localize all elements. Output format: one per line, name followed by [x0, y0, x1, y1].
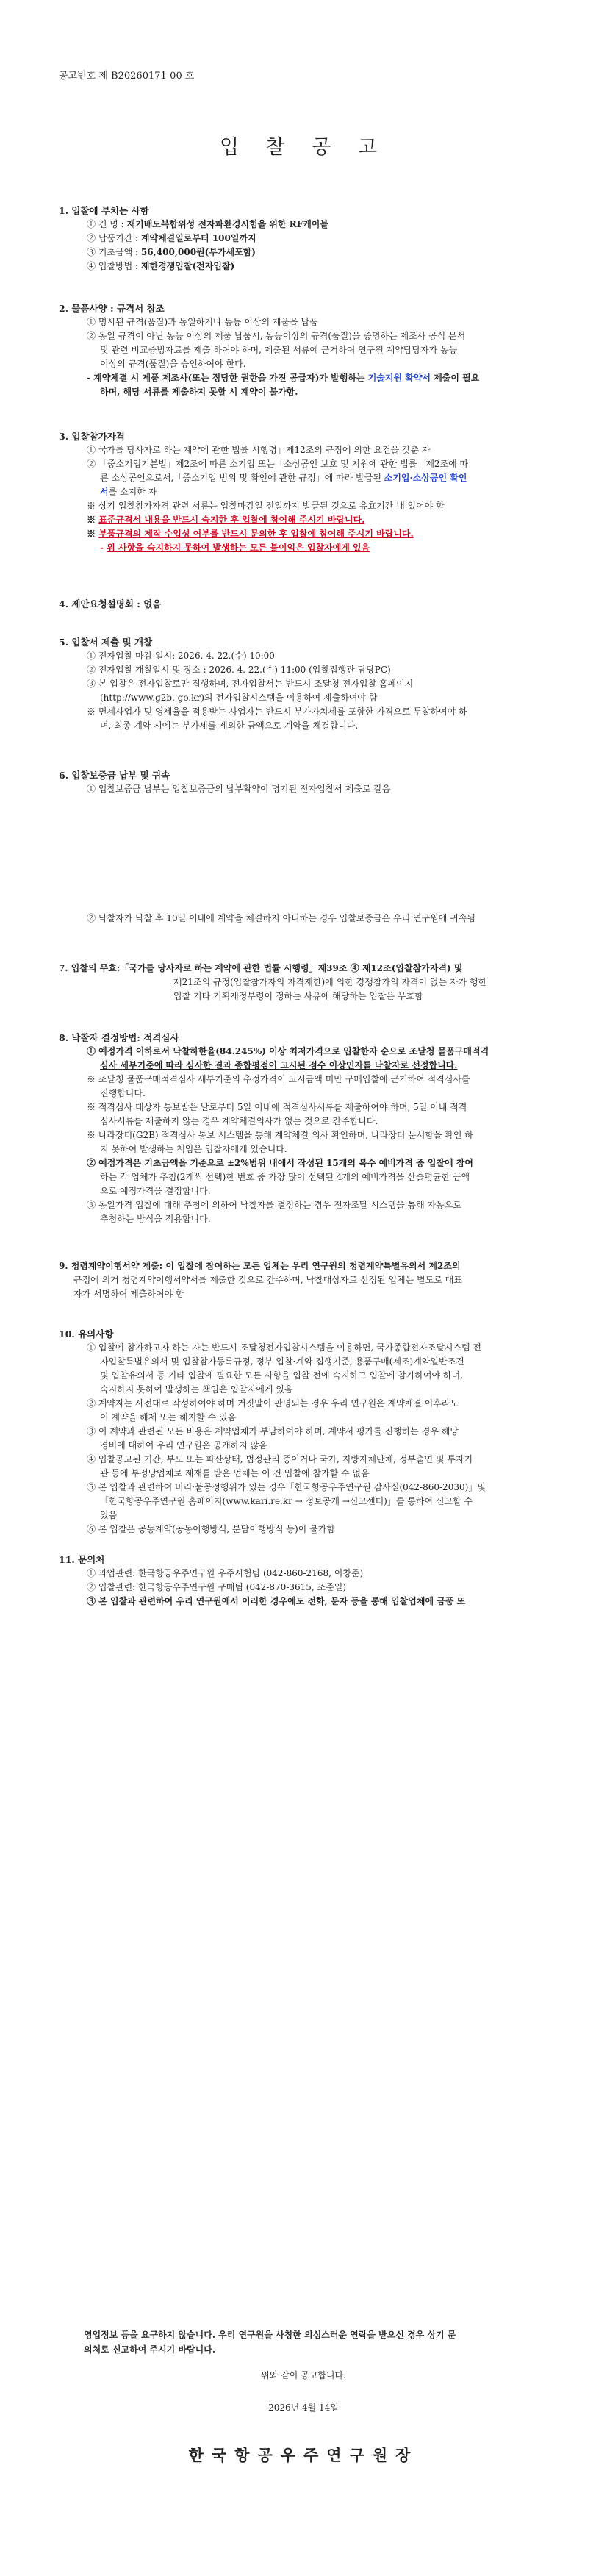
organization-name: 한국항공우주연구원장 [188, 2446, 419, 2464]
s5-line: ① 전자입찰 마감 일시: 2026. 4. 22.(수) 10:00 [87, 651, 275, 661]
s8-line: 심사서류를 제출하지 않는 경우 계약체결의사가 없는 것으로 간주합니다. [100, 1116, 378, 1126]
s10-line: ④ 입찰공고된 기간, 부도 또는 파산상태, 법정관리 중이거나 국가, 지방자체단체, 정부출연 및 투자기 [87, 1454, 473, 1464]
s8-line: 지 못하여 발생하는 책임은 입찰자에게 있습니다. [100, 1144, 287, 1154]
s10-line: 「한국항공우주연구원 홈페이지(www.kari.re.kr → 정보공개 →신고센터)」를 통하여 신고할 수 [100, 1496, 473, 1506]
s1-item-4: ④ 입찰방법 : 제한경쟁입찰(전자입찰) [87, 261, 235, 271]
s8-line: ② 예정가격은 기초금액을 기준으로 ±2%범위 내에서 작성된 15개의 복수 예비가격 중 입찰에 참여 [87, 1158, 473, 1168]
notice-number: 공고번호 제 B20260171-00 호 [59, 71, 195, 82]
s10-line: 자입찰특별유의서 및 입찰참가등록규정, 정부 입찰·계약 집행기준, 용품구매(제조)계약일반조건 [100, 1356, 464, 1367]
page-title: 입 찰 공 고 [219, 136, 388, 159]
s8-line: 추첨하는 방식을 적용합니다. [100, 1214, 211, 1224]
s8-line: 심사 세부기준에 따라 심사한 결과 종합평점이 고시된 점수 이상인자를 낙찰자로 선정합니다. [100, 1060, 458, 1070]
section-7 [59, 962, 544, 1003]
s3-line: ※ 부품규격의 제작 수입성 여부를 반드시 문의한 후 입찰에 참여해 주시기 바랍니다. [87, 529, 414, 539]
s10-line: 및 입찰유의서 등 기타 입찰에 필요한 모든 사항을 입찰 전에 숙지하고 입찰에 참가하여야 하며, [100, 1370, 463, 1381]
s5-line: ※ 면세사업자 및 영세율을 적용받는 사업자는 반드시 부가가치세를 포함한 가격으로 투찰하여야 하 [87, 706, 467, 717]
section-3 [59, 429, 544, 555]
s5-line: ② 전자입찰 개찰일시 및 장소 : 2026. 4. 22.(수) 11:00 (입찰집행관 담당PC) [87, 665, 391, 675]
s11-line: ① 과업관련: 한국항공우주연구원 우주시험팀 (042-860-2168, 이창준) [87, 1568, 364, 1578]
s7-line: 입찰 기타 기획재정부령이 정하는 사유에 해당하는 입찰은 무효함 [173, 991, 423, 1001]
section-11 [59, 1553, 544, 1609]
s11-line: ③ 본 입찰과 관련하여 우리 연구원에서 이러한 경우에도 전화, 문자 등을 통해 입찰업체에 금품 또 [87, 1596, 466, 1606]
s8-line: ① 예정가격 이하로서 낙찰하한율(84.245%) 이상 최저가격으로 입찰한자 순으로 조달청 물품구매적격 [87, 1046, 489, 1056]
s10-line: ⑥ 본 입찰은 공동계약(공동이행방식, 분담이행방식 등)이 불가함 [87, 1524, 335, 1534]
s9-line: 9. 청렴계약이행서약 제출: 이 입찰에 참여하는 모든 업체는 우리 연구원의 청렴계약특별유의서 제2조의 [59, 1261, 461, 1271]
section-10-heading: 10. 유의사항 [59, 1328, 114, 1339]
s10-line: ① 입찰에 참가하고자 하는 자는 반드시 조달청전자입찰시스템을 이용하면, 국가종합전자조달시스템 전 [87, 1342, 482, 1353]
section-9 [59, 1259, 544, 1301]
s2-line: 이상의 규격(품질)을 승인하여야 한다. [100, 359, 246, 369]
s3-line: ① 국가를 당사자로 하는 계약에 관한 법률 시행령」제12조의 규정에 의한 요건을 갖춘 자 [87, 445, 431, 455]
s8-line: ※ 적격심사 대상자 통보받은 날로부터 5일 이내에 적격심사서류를 제출하여야 하며, 5일 이내 적격 [87, 1102, 467, 1112]
s10-line: 있음 [100, 1510, 118, 1520]
s10-line: 경비에 대하여 우리 연구원은 공개하지 않음 [100, 1440, 267, 1450]
section-11-heading: 11. 문의처 [59, 1554, 105, 1565]
s2-line: ① 명시된 규격(품질)과 동일하거나 동등 이상의 제품을 납품 [87, 317, 318, 327]
section-8 [59, 1031, 544, 1226]
s3-line: ※ 상기 입찰참가자격 관련 서류는 입찰마감일 전일까지 발급된 것으로 유효기간 내 있어야 함 [87, 501, 445, 511]
section-2-heading: 2. 물품사양 : 규격서 참조 [59, 303, 165, 314]
s8-line: ※ 조달청 물품구매적격심사 세부기준의 추정가격이 고시금액 미만 구매입찰에 근거하여 적격심사를 [87, 1074, 470, 1084]
section-6 [59, 768, 544, 796]
section-1-heading: 1. 입찰에 부치는 사항 [59, 205, 149, 216]
s3-line: 서를 소지한 자 [100, 487, 157, 497]
section-5-heading: 5. 입찰서 제출 및 개찰 [59, 637, 153, 648]
s3-line: ※ 표준규격서 내용을 반드시 숙지한 후 입찰에 참여해 주시기 바랍니다. [87, 515, 365, 525]
section-1 [59, 204, 544, 273]
section-4-heading: 4. 제안요청설명회 : 없음 [59, 598, 162, 609]
s8-line: 진행합니다. [100, 1088, 146, 1098]
s1-item-3: ③ 기초금액 : 56,400,000원(부가세포함) [87, 247, 256, 257]
s10-line: ② 계약자는 사전대로 작성하여야 하며 거짓말이 판명되는 경우 우리 연구원은 계약체결 이후라도 [87, 1398, 459, 1409]
s2-line: - 계약체결 시 제품 제조사(또는 정당한 권한을 가진 공급자)가 발행하는 기술지원 확약서 제출이 필요 [87, 373, 480, 383]
s10-line: 이 계약을 해제 또는 해지할 수 있음 [100, 1412, 237, 1423]
s7-line: 7. 입찰의 무효:「국가를 당사자로 하는 계약에 관한 법률 시행령」제39조 ④ 제12조(입찰참가자격) 및 [59, 963, 463, 973]
s2-line: 하며, 해당 서류를 제출하지 못할 시 계약이 불가함. [100, 387, 298, 397]
s9-line: 자가 서명하여 제출하여야 함 [73, 1289, 184, 1299]
section-4 [59, 597, 544, 611]
s5-line: (http://www.g2b. go.kr)의 전자입찰시스템을 이용하여 제출하여야 함 [100, 693, 378, 703]
s2-line: 및 관련 비교증빙자료를 제출 하여야 하며, 제출된 서류에 근거하여 연구원 계약담당자가 동등 [100, 345, 458, 355]
section-8-heading: 8. 낙찰자 결정방법: 적격심사 [59, 1032, 179, 1043]
s8-line: ③ 동일가격 입찰에 대해 추첨에 의하여 낙찰자를 결정하는 경우 전자조달 시스템을 통해 자동으로 [87, 1200, 461, 1210]
s6-line: ① 입찰보증금 납부는 입찰보증금의 납부확약이 명기된 전자입찰서 제출로 갈음 [87, 784, 391, 794]
issue-date: 2026년 4월 14일 [268, 2403, 339, 2413]
s8-line: ※ 나라장터(G2B) 적격심사 통보 시스템을 통해 계약체결 의사 확인하며, 나라장터 문서함을 확인 하 [87, 1130, 473, 1140]
s1-item-1: ① 건 명 : 재기배도복합위성 전자파환경시험을 위한 RF케이블 [87, 219, 328, 229]
section-2 [59, 301, 544, 399]
closing-text: 위와 같이 공고합니다. [261, 2370, 346, 2380]
footer-note: 영업정보 등을 요구하지 않습니다. 우리 연구원을 사칭한 의심스러운 연락을 받으신 경우 상기 문 의처로 신고하여 주시기 바랍니다. [84, 2330, 456, 2355]
section-5 [59, 635, 544, 733]
s3-line: - 위 사항을 숙지하지 못하여 발생하는 모든 불이익은 입찰자에게 있음 [100, 543, 370, 553]
s1-item-2: ② 납품기간 : 계약체결일로부터 100일까지 [87, 233, 256, 243]
s7-line: 제21조의 규정(입찰참가자의 자격제한)에 의한 경쟁참가의 자격이 없는 자가 행한 [173, 977, 487, 987]
s10-line: ⑤ 본 입찰과 관련하여 비리·불공정행위가 있는 경우「한국항공우주연구원 감사실(042-860-2030)」및 [87, 1482, 486, 1492]
section-10 [59, 1327, 544, 1536]
s3-line: 른 소상공인으로서,「중소기업 범위 및 확인에 관한 규정」에 따라 발급된 소기업·소상공인 확인 [100, 473, 467, 483]
section-3-heading: 3. 입찰참가자격 [59, 431, 125, 442]
section-6-cont [59, 912, 544, 926]
s11-line: ② 입찰관련: 한국항공우주연구원 구매팀 (042-870-3615, 조준일) [87, 1582, 346, 1592]
s5-line: 며, 최종 계약 시에는 부가세를 제외한 금액으로 계약을 체결합니다. [100, 720, 359, 731]
s8-line: 으로 예정가격을 결정합니다. [100, 1186, 211, 1196]
s8-line: 하는 각 업체가 추첨(2개씩 선택)한 번호 중 가장 많이 선택된 4개의 예비가격을 산술평균한 금액 [100, 1172, 470, 1182]
s3-line: ② 「중소기업기본법」제2조에 따른 소기업 또는「소상공인 보호 및 지원에 관한 법률」제2조에 따 [87, 459, 469, 469]
section-6-heading: 6. 입찰보증금 납부 및 귀속 [59, 770, 170, 781]
s10-line: 관 등에 부정당업체로 제재를 받은 업체는 이 건 입찰에 참가할 수 없음 [100, 1468, 370, 1478]
s10-line: ③ 이 계약과 관련된 모든 비용은 계약업체가 부담하여야 하며, 계약서 평가를 진행하는 경우 해당 [87, 1426, 459, 1437]
s5-line: ③ 본 입찰은 전자입찰로만 집행하며, 전자입찰서는 반드시 조달청 전자입찰 홈페이지 [87, 679, 414, 689]
s2-line: ② 동일 규격이 아닌 동등 이상의 제품 납품시, 동등이상의 규격(품질)을 증명하는 제조사 공식 문서 [87, 331, 466, 341]
s10-line: 숙지하지 못하여 발생하는 책임은 입찰자에게 있음 [100, 1384, 293, 1395]
s6-line: ② 낙찰자가 낙찰 후 10일 이내에 계약을 체결하지 아니하는 경우 입찰보증금은 우리 연구원에 귀속됨 [87, 913, 475, 923]
s9-line: 규정에 의거 청렴계약이행서약서를 제출한 것으로 간주하며, 낙찰대상자로 선정된 업체는 별도로 대표 [73, 1275, 462, 1285]
